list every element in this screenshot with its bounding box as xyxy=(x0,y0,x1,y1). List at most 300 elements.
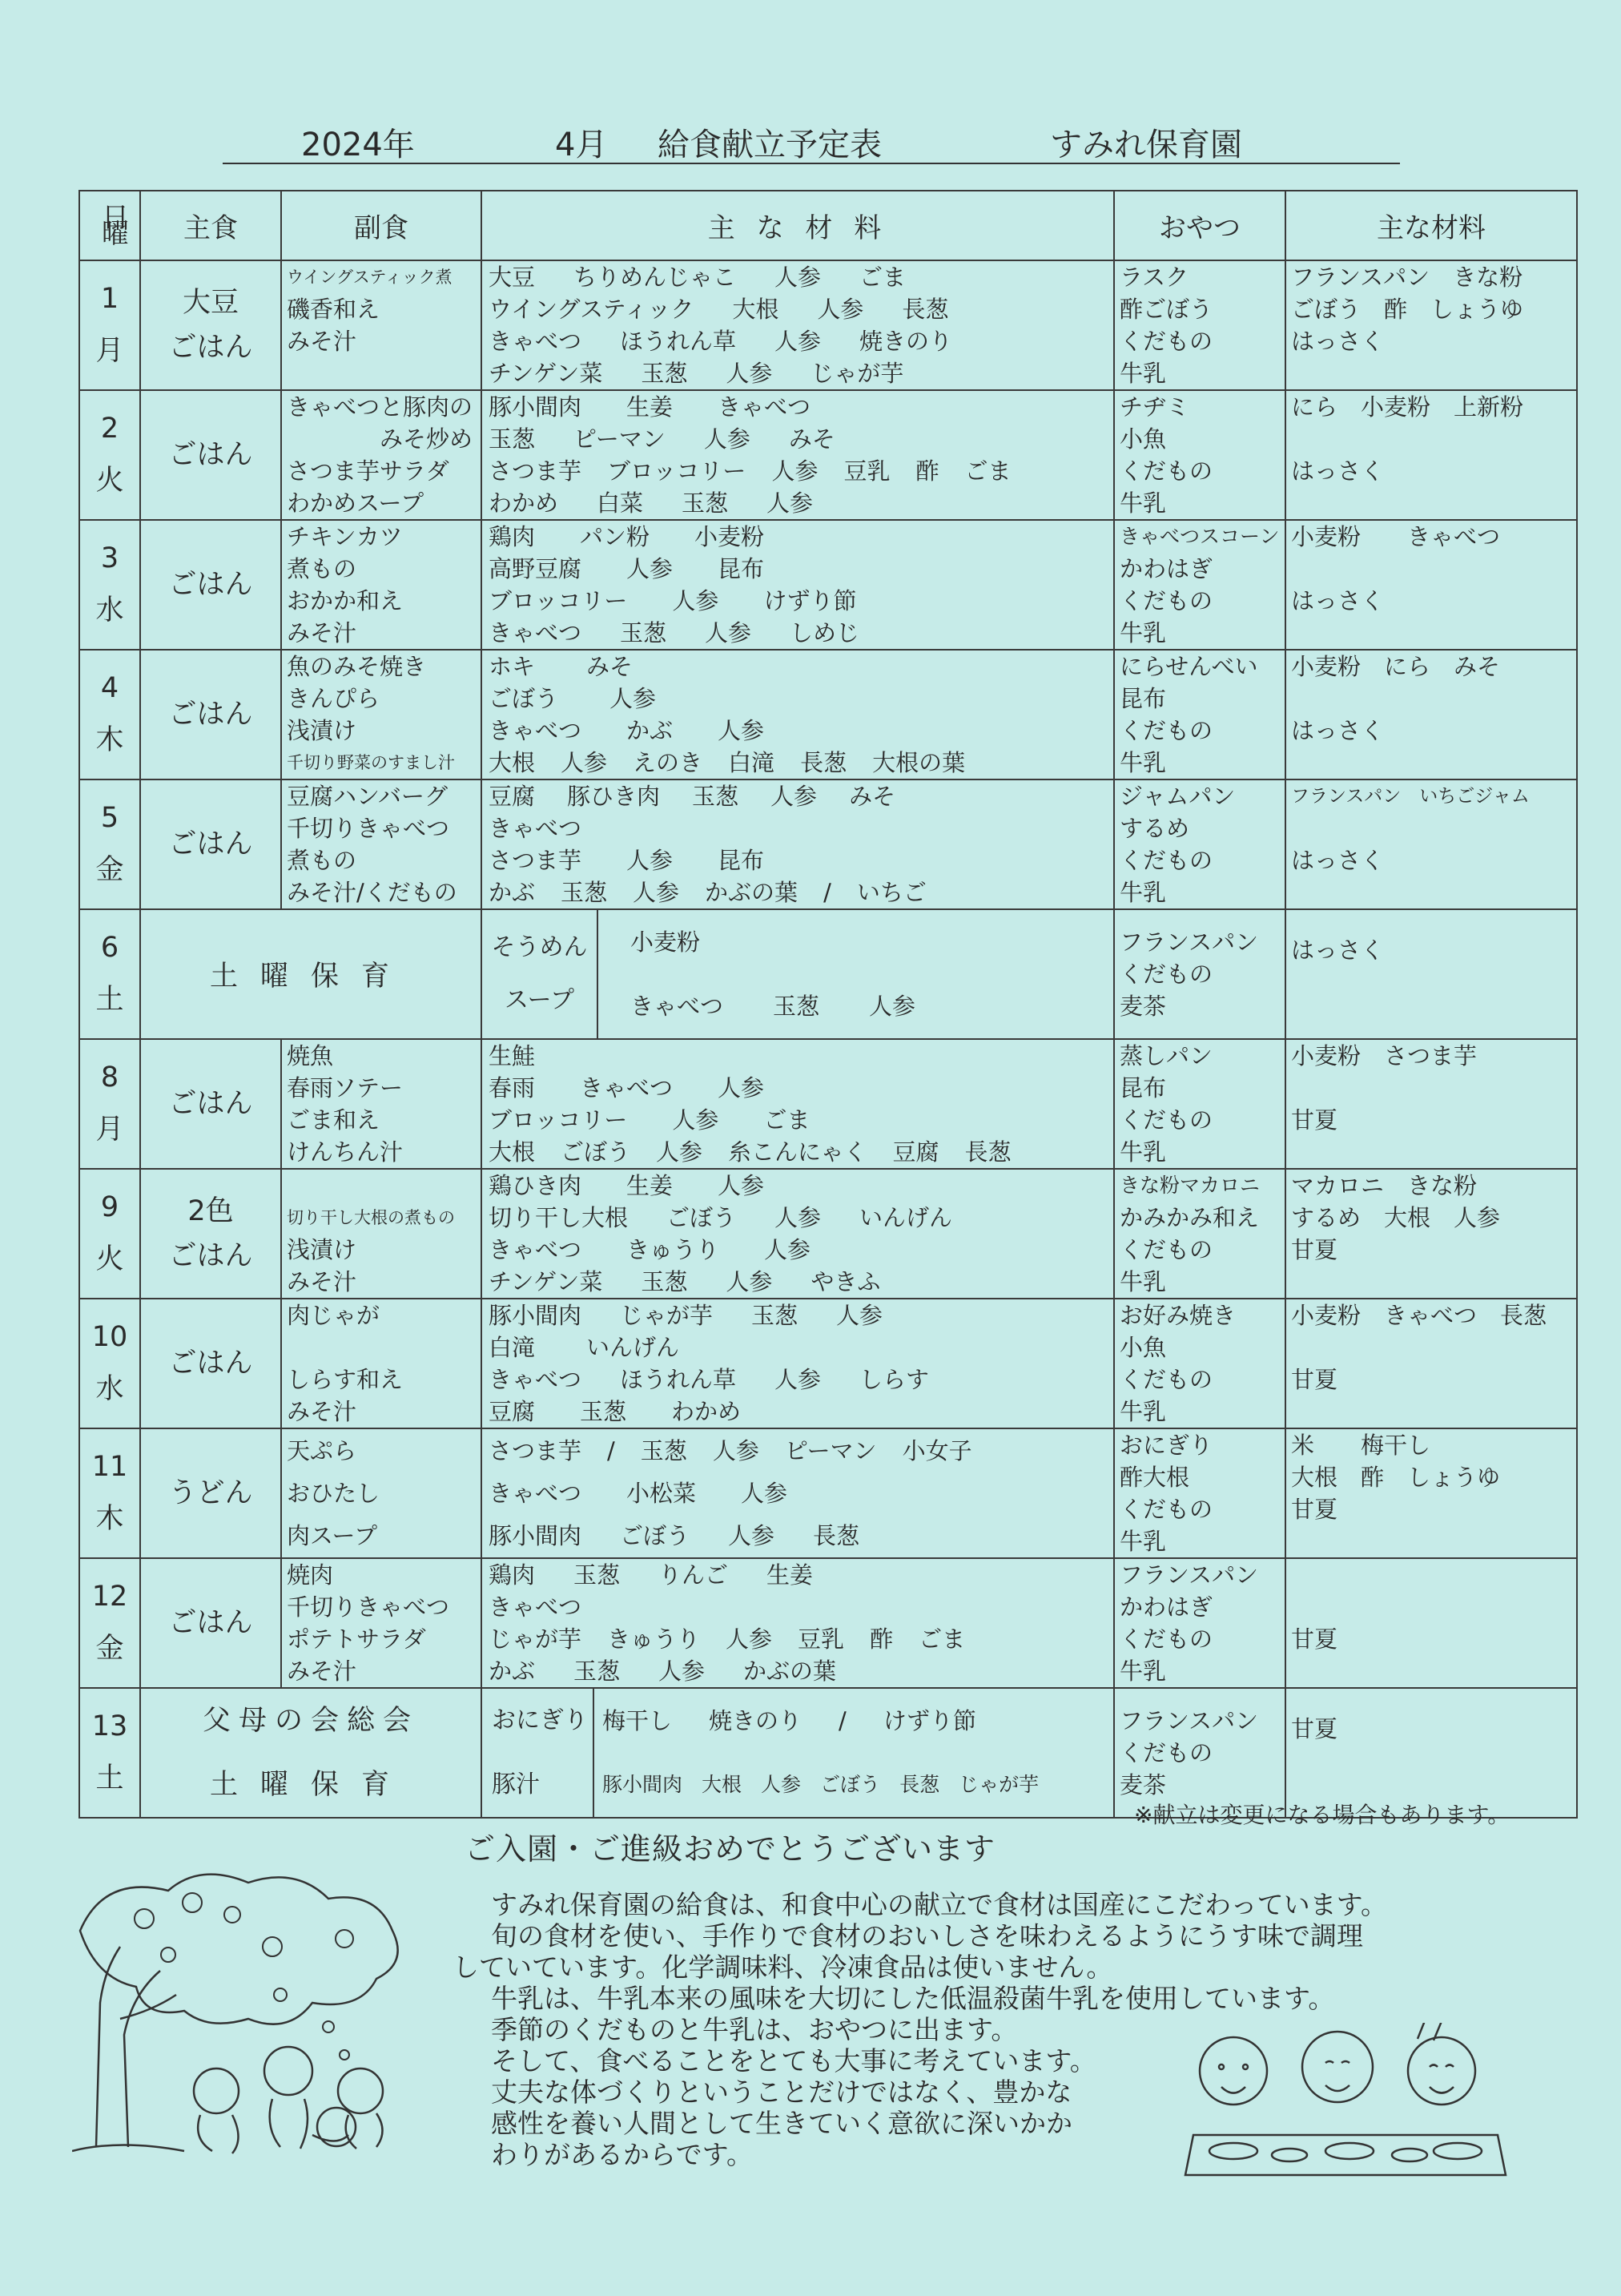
paragraph-line: 感性を養い人間として生きていく意欲に深いかか xyxy=(465,2108,1072,2139)
ingredient: 人参 xyxy=(561,749,608,776)
ingredient: / xyxy=(839,1707,847,1734)
ingredients-cell xyxy=(481,1039,1114,1169)
ingredient: 人参 xyxy=(761,1773,802,1796)
ingredients-cell xyxy=(481,260,1114,390)
day-cell xyxy=(79,779,140,909)
ingredient: きゃべつ xyxy=(489,1479,582,1507)
snack-ingredients-cell xyxy=(1285,520,1577,650)
snack-ingredient: 甘夏 xyxy=(1291,1366,1338,1393)
main-dish-cell xyxy=(140,779,281,909)
ingredient: ほうれん草 xyxy=(620,1366,737,1393)
saturday-label xyxy=(140,1688,481,1818)
ingredient: しめじ xyxy=(790,619,860,647)
side-dish: 煮もの xyxy=(287,847,357,874)
side-dish: 焼魚 xyxy=(287,1042,334,1069)
ingredient: ピーマン xyxy=(573,425,666,453)
paragraph-line: 丈夫な体づくりということだけではなく、豊かな xyxy=(465,2076,1072,2108)
menu-row xyxy=(79,520,1577,650)
main-dish: うどん xyxy=(168,1477,253,1509)
snack: くだもの xyxy=(1120,847,1213,874)
ingredient: 切り干し大根 xyxy=(489,1204,629,1231)
snack-ingredient xyxy=(1291,1396,1571,1428)
side-dish: さつま芋サラダ xyxy=(287,457,449,485)
side-dish: 春雨ソテー xyxy=(287,1074,404,1102)
ingredient: 小麦粉 xyxy=(694,523,765,550)
ingredient: ブロッコリー xyxy=(607,457,746,485)
ingredient: ごぼう xyxy=(561,1138,631,1166)
day-cell xyxy=(79,650,140,779)
ingredient: 酢 xyxy=(915,457,939,485)
ingredient: 人参 xyxy=(718,1172,765,1199)
ingredient: 豆乳 xyxy=(843,457,891,485)
ingredients-cell xyxy=(481,1558,1114,1688)
ingredient-line xyxy=(489,651,1108,683)
ingredient-line xyxy=(489,715,1108,747)
snack: フランスパン xyxy=(1120,1707,1259,1734)
side-dish: ポテトサラダ xyxy=(287,1625,426,1653)
ingredients-cell xyxy=(481,1428,1114,1558)
ingredient: きゃべつ xyxy=(580,1074,674,1102)
day-number: 12 xyxy=(91,1581,128,1613)
ingredient: パン粉 xyxy=(580,523,650,550)
ingredient: ブロッコリー xyxy=(489,587,628,614)
day-cell xyxy=(79,1428,140,1558)
snack-cell xyxy=(1114,390,1285,520)
ingredient-line xyxy=(489,1396,1108,1428)
snack-ingredient xyxy=(1291,1591,1571,1623)
snack-ingredient xyxy=(1291,683,1571,715)
ingredient: ごぼう xyxy=(820,1773,881,1796)
snack: おにぎり xyxy=(1120,1432,1213,1459)
ingredient: 人参 xyxy=(712,1436,759,1464)
snack-ingredient: 小麦粉 きゃべつ 長葱 xyxy=(1291,1302,1547,1329)
day-cell xyxy=(79,520,140,650)
ingredient: えのき xyxy=(633,749,703,776)
ingredient-line xyxy=(489,747,1108,779)
snack: 麦茶 xyxy=(1120,993,1167,1020)
snack-ingredient xyxy=(1291,357,1571,389)
snack: かみかみ和え xyxy=(1120,1204,1260,1231)
main-dish-cell xyxy=(140,1558,281,1688)
ingredient-line xyxy=(489,1170,1108,1202)
snack-cell xyxy=(1114,1558,1285,1688)
ingredient: ごま xyxy=(859,264,907,291)
ingredient: 玉葱 xyxy=(489,425,536,453)
side-dish: 豆腐ハンバーグ xyxy=(287,783,448,810)
side-dish: 千切り野菜のすまし汁 xyxy=(287,753,455,772)
snack: 牛乳 xyxy=(1120,1268,1167,1295)
main-dish: ごはん xyxy=(168,1607,253,1639)
ingredient-line xyxy=(489,1655,1108,1687)
ingredient: いちご xyxy=(856,879,927,906)
snack: ラスク xyxy=(1120,264,1189,291)
dish: おにぎり xyxy=(492,1706,588,1734)
col-day-header: 日曜 xyxy=(79,191,140,260)
snack-ingredients-cell xyxy=(1285,779,1577,909)
side-dish: みそ汁 xyxy=(287,1398,357,1425)
ingredient: 焼きのり xyxy=(709,1707,802,1734)
ingredient: チンゲン菜 xyxy=(489,360,603,387)
day-number: 9 xyxy=(100,1191,119,1223)
main-dish: ごはん xyxy=(168,699,253,731)
paragraph-line: 旬の食材を使い、手作りで食材のおいしさを味わえるようにうす味で調理 xyxy=(465,1920,1363,1952)
side-dish: ウイングスティック煮 xyxy=(287,268,453,287)
side-dish-cell xyxy=(281,650,481,779)
menu-row xyxy=(79,1169,1577,1299)
weekday: 水 xyxy=(95,1373,124,1405)
side-dish: ごま和え xyxy=(287,1106,380,1134)
snack: 酢ごぼう xyxy=(1120,296,1213,323)
snack: かわはぎ xyxy=(1120,1593,1213,1621)
snack-ingredients-cell xyxy=(1285,1299,1577,1428)
side-dish: 浅漬け xyxy=(287,1236,357,1263)
main-dish-cell xyxy=(140,1169,281,1299)
ingredient: 人参 xyxy=(728,1521,775,1549)
ingredient: けずり節 xyxy=(763,587,857,614)
ingredient: 人参 xyxy=(774,328,822,355)
weekday: 月 xyxy=(95,335,124,367)
ingredient: じゃが芋 xyxy=(620,1302,714,1329)
day-number: 3 xyxy=(100,542,119,574)
ingredient-line xyxy=(489,487,1108,519)
dish: 豚汁 xyxy=(492,1770,540,1799)
main-dish-cell xyxy=(140,650,281,779)
ingredient: 玉葱 xyxy=(641,360,688,387)
side-dish: みそ汁/くだもの xyxy=(287,879,457,906)
main-dish-cell xyxy=(140,390,281,520)
snack-ingredient: 甘夏 xyxy=(1291,1625,1338,1653)
ingredient: きゃべつ xyxy=(489,815,582,842)
ingredient: じゃが芋 xyxy=(959,1773,1040,1796)
day-cell xyxy=(79,1169,140,1299)
snack: 蒸しパン xyxy=(1120,1042,1213,1069)
ingredient: 長葱 xyxy=(902,296,949,323)
ingredient-line xyxy=(489,812,1108,844)
ingredient: 玉葱 xyxy=(641,1268,688,1295)
snack: 牛乳 xyxy=(1120,749,1167,776)
snack-ingredient xyxy=(1291,1525,1571,1557)
ingredient-line xyxy=(489,1331,1108,1364)
ingredient: きゃべつ xyxy=(630,993,724,1020)
side-dish: きんぴら xyxy=(287,685,380,712)
side-dish xyxy=(287,1170,476,1202)
weekday: 火 xyxy=(95,465,124,497)
ingredients-cell xyxy=(481,650,1114,779)
ingredient: かぶ xyxy=(489,879,536,906)
ingredient: かぶの葉 xyxy=(705,879,798,906)
ingredient: 小女子 xyxy=(902,1436,972,1464)
ingredient-line xyxy=(489,455,1108,487)
ingredient-line xyxy=(489,1104,1108,1136)
side-dish: しらす和え xyxy=(287,1366,404,1393)
snack: 牛乳 xyxy=(1120,1528,1167,1555)
ingredient: ブロッコリー xyxy=(489,1106,628,1134)
note: ※献立は変更になる場合もあります。 xyxy=(1134,1802,1510,1828)
ingredient: 大根 xyxy=(732,296,779,323)
menu-row xyxy=(79,1428,1577,1558)
snack-ingredient xyxy=(1291,423,1571,455)
ingredients-cell xyxy=(481,520,1114,650)
side-dish-cell xyxy=(281,1558,481,1688)
main-dish: 父母の会総会 xyxy=(202,1705,419,1737)
weekday: 月 xyxy=(95,1114,124,1146)
ingredient: ウイングスティック xyxy=(489,296,694,323)
ingredient-line xyxy=(489,423,1108,455)
ingredient-line xyxy=(489,1364,1108,1396)
ingredient: 白滝 xyxy=(728,749,775,776)
ingredient: みそ xyxy=(586,653,634,680)
ingredient: 鶏肉 xyxy=(489,1561,536,1589)
cherry-tree-illustration xyxy=(72,1859,457,2155)
side-dish-cell xyxy=(281,1169,481,1299)
ingredient: 人参 xyxy=(836,1302,883,1329)
ingredient: 人参 xyxy=(766,489,814,517)
header-year: 2024年 xyxy=(301,127,415,163)
snack-cell xyxy=(1114,779,1285,909)
ingredient-line xyxy=(489,1515,1108,1557)
ingredient: 人参 xyxy=(633,879,680,906)
main-dish: 土曜保育 xyxy=(209,1769,412,1801)
saturday-menu xyxy=(481,1688,1114,1818)
col-fukushoku-header: 副食 xyxy=(281,191,481,260)
ingredient-line xyxy=(489,521,1108,553)
dish: そうめん xyxy=(491,933,588,961)
side-dish: みそ汁 xyxy=(287,619,357,647)
ingredient: ピーマン xyxy=(784,1436,877,1464)
menu-row xyxy=(79,1299,1577,1428)
ingredient: 玉葱 xyxy=(751,1302,798,1329)
side-dish: 千切りきゃべつ xyxy=(287,815,450,842)
ingredient-line xyxy=(489,1234,1108,1266)
ingredient: 糸こんにゃく xyxy=(728,1138,867,1166)
snack: くだもの xyxy=(1120,587,1213,614)
snack: 牛乳 xyxy=(1120,619,1167,647)
dish: スープ xyxy=(505,986,574,1014)
ingredient: 昆布 xyxy=(718,847,765,874)
snack: くだもの xyxy=(1120,1106,1213,1134)
snack-cell xyxy=(1114,1428,1285,1558)
ingredient: ホキ xyxy=(489,653,536,680)
side-dish: わかめスープ xyxy=(287,489,424,517)
snack-ingredient: 米 梅干し xyxy=(1291,1432,1431,1459)
snack-ingredient xyxy=(1291,1136,1571,1168)
ingredient: みそ xyxy=(788,425,835,453)
ingredient: 生鮭 xyxy=(489,1042,536,1069)
ingredient: かぶ xyxy=(489,1658,536,1685)
ingredient-line xyxy=(489,876,1108,908)
snack: 牛乳 xyxy=(1120,1398,1167,1425)
ingredient-line xyxy=(489,585,1108,617)
snack-ingredient: 大根 酢 しょうゆ xyxy=(1291,1464,1501,1491)
col-shushoku-header: 主食 xyxy=(140,191,281,260)
side-dish-cell xyxy=(281,520,481,650)
menu-row xyxy=(79,1558,1577,1688)
ingredient: 豚小間肉 xyxy=(489,393,582,421)
ingredient: いんげん xyxy=(586,1334,680,1361)
ingredient: / xyxy=(823,879,831,906)
snack: 牛乳 xyxy=(1120,1138,1167,1166)
main-dish-cell xyxy=(140,1299,281,1428)
ingredient-line xyxy=(489,1072,1108,1104)
weekday: 木 xyxy=(95,1503,124,1535)
snack-ingredient: はっさく xyxy=(1291,457,1385,485)
ingredient: みそ xyxy=(849,783,896,810)
ingredient-line xyxy=(489,683,1108,715)
weekday: 木 xyxy=(95,724,124,756)
ingredient-line xyxy=(489,261,1108,293)
snack: くだもの xyxy=(1120,1236,1213,1263)
day-number: 5 xyxy=(100,802,119,834)
children-eating-illustration xyxy=(1177,2023,1514,2183)
ingredient-line xyxy=(489,1559,1108,1591)
ingredients-cell xyxy=(481,1299,1114,1428)
snack: フランスパン xyxy=(1120,1561,1259,1589)
day-number: 10 xyxy=(91,1321,128,1353)
day-cell xyxy=(79,260,140,390)
ingredient: 玉葱 xyxy=(620,619,667,647)
day-cell xyxy=(79,390,140,520)
menu-row xyxy=(79,260,1577,390)
ingredient: 豆腐 xyxy=(489,783,536,810)
ingredient: 人参 xyxy=(817,296,864,323)
snack-ingredients-cell xyxy=(1285,260,1577,390)
ingredient: 人参 xyxy=(869,993,916,1020)
ingredient-line xyxy=(489,1591,1108,1623)
menu-row xyxy=(79,1039,1577,1169)
side-dish: 肉スープ xyxy=(287,1521,378,1549)
ingredient: 小松菜 xyxy=(626,1479,697,1507)
ingredient: 大根の葉 xyxy=(872,749,966,776)
ingredient: かぶの葉 xyxy=(743,1658,837,1685)
ingredient: さつま芋 xyxy=(489,1436,582,1464)
side-dish: みそ炒め xyxy=(287,425,473,453)
snack-ingredient: 甘夏 xyxy=(1291,1236,1338,1263)
weekday: 火 xyxy=(95,1243,124,1275)
snack-cell xyxy=(1114,650,1285,779)
main-dish: ごはん xyxy=(168,569,253,601)
ingredient: 酢 xyxy=(870,1625,894,1653)
snack-ingredient xyxy=(1291,747,1571,779)
ingredient: 人参 xyxy=(718,1074,765,1102)
day-cell xyxy=(79,1688,140,1818)
snack-ingredient: フランスパン きな粉 xyxy=(1291,264,1523,291)
snack-ingredients-cell xyxy=(1285,1169,1577,1299)
snack-ingredient xyxy=(1291,553,1571,585)
ingredient: さつま芋 xyxy=(489,457,582,485)
paragraph-line: 牛乳は、牛乳本来の風味を大切にした低温殺菌牛乳を使用しています。 xyxy=(465,1983,1335,2014)
ingredient: 人参 xyxy=(770,783,818,810)
snack-ingredient xyxy=(1291,1266,1571,1298)
snack: かわはぎ xyxy=(1120,555,1213,582)
main-dish-cell xyxy=(140,1428,281,1558)
ingredient: 人参 xyxy=(774,264,822,291)
snack-ingredient: 甘夏 xyxy=(1291,1496,1338,1523)
main-dish-cell xyxy=(140,520,281,650)
snack-ingredient xyxy=(1291,1331,1571,1364)
snack-ingredient xyxy=(1291,876,1571,908)
ingredient: 高野豆腐 xyxy=(489,555,582,582)
main-dish: ごはん xyxy=(168,1088,253,1120)
ingredient: 人参 xyxy=(741,1479,788,1507)
snack: 小魚 xyxy=(1120,425,1167,453)
snack: 牛乳 xyxy=(1120,489,1167,517)
main-dish: 大豆 xyxy=(182,287,239,319)
day-cell xyxy=(79,1558,140,1688)
ingredient: 玉葱 xyxy=(640,1436,687,1464)
side-dish: おひたし xyxy=(287,1479,380,1507)
snack: チヂミ xyxy=(1120,393,1190,421)
side-dish: 千切りきゃべつ xyxy=(287,1593,450,1621)
side-dish: きゃべつと豚肉の xyxy=(287,393,473,421)
paragraph-line: 季節のくだものと牛乳は、おやつに出ます。 xyxy=(465,2014,1018,2045)
snack-ingredient xyxy=(1291,1072,1571,1104)
snack-ingredient: はっさく xyxy=(1291,328,1385,355)
snack: 昆布 xyxy=(1120,685,1167,712)
ingredient: 豚小間肉 xyxy=(489,1521,582,1549)
side-dish: みそ汁 xyxy=(287,1658,357,1685)
ingredient: しらす xyxy=(859,1366,930,1393)
menu-row xyxy=(79,779,1577,909)
snack: きゃべつスコーン xyxy=(1120,525,1280,548)
ingredient: きゃべつ xyxy=(489,1366,582,1393)
ingredient: ちりめんじゃこ xyxy=(573,264,737,291)
snack-cell xyxy=(1114,909,1285,1039)
ingredient-line xyxy=(489,844,1108,876)
ingredient: 人参 xyxy=(626,847,674,874)
ingredient: けずり節 xyxy=(883,1707,976,1734)
ingredient-line xyxy=(489,1040,1108,1072)
ingredient: ごま xyxy=(919,1625,966,1653)
day-number: 4 xyxy=(100,672,119,704)
side-dish: けんちん汁 xyxy=(287,1138,404,1166)
header xyxy=(223,116,1400,164)
paragraph-line: していています。化学調味料、冷凍食品は使いません。 xyxy=(453,1952,1113,1983)
day-number: 1 xyxy=(100,283,119,315)
ingredient: ごぼう xyxy=(489,685,559,712)
side-dish xyxy=(287,1331,476,1364)
ingredient: 玉葱 xyxy=(580,1398,627,1425)
ingredient-line xyxy=(602,1753,1039,1817)
snack-cell xyxy=(1114,1169,1285,1299)
snack: するめ xyxy=(1120,815,1190,842)
ingredient: 豚小間肉 xyxy=(489,1302,582,1329)
snack-ingredient: 小麦粉 きゃべつ xyxy=(1291,523,1501,550)
ingredient-line xyxy=(489,1623,1108,1655)
ingredient: 生姜 xyxy=(626,393,674,421)
ingredient: 人参 xyxy=(726,1625,773,1653)
snack-ingredients-cell xyxy=(1285,1039,1577,1169)
side-dish: 焼肉 xyxy=(287,1561,334,1589)
ingredient: 長葱 xyxy=(813,1521,860,1549)
ingredient: ごま xyxy=(964,457,1012,485)
ingredient-line xyxy=(489,553,1108,585)
snack-ingredient: 甘夏 xyxy=(1291,1106,1338,1134)
ingredient-line xyxy=(489,1266,1108,1298)
ingredient-line xyxy=(489,325,1108,357)
ingredient-line xyxy=(630,910,915,974)
col-oyatsu-zairyo-header: 主な材料 xyxy=(1285,191,1577,260)
ingredient-line xyxy=(489,780,1108,812)
ingredient-line xyxy=(489,391,1108,423)
side-dish: 魚のみそ焼き xyxy=(287,653,427,680)
main-dish: ごはん xyxy=(168,1347,253,1380)
ingredient: 人参 xyxy=(609,685,657,712)
side-dish-cell xyxy=(281,1299,481,1428)
day-number: 2 xyxy=(100,413,119,445)
snack-ingredient xyxy=(1291,1655,1571,1687)
snack: くだもの xyxy=(1120,457,1213,485)
ingredient-line xyxy=(489,1136,1108,1168)
